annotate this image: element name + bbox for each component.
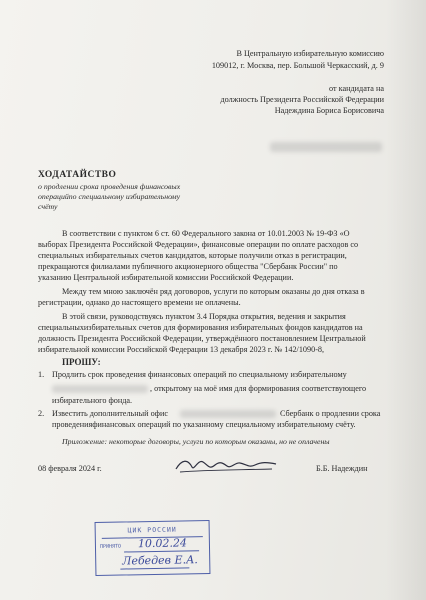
redacted-account <box>52 385 148 393</box>
addressee-address: 109012, г. Москва, пер. Большой Черкасский, д. 9 <box>211 61 384 70</box>
request-2-line-1b: Сбербанк о продлении срока <box>280 409 381 418</box>
paragraph-1-line-3: специальных избирательных счетов кандидатов, которые получили отказ в регистрации, <box>38 251 347 260</box>
request-2-number: 2. <box>38 409 45 418</box>
paragraph-2-line-2: регистрации, однако до настоящего времени не оплачены. <box>38 298 241 307</box>
paragraph-1-line-5: указанию Центральной избирательной комиссии Российской Федерации. <box>38 273 294 282</box>
stamp-date-line <box>124 550 199 552</box>
document-date: 08 февраля 2024 г. <box>38 464 102 473</box>
cec-stamp <box>95 520 211 576</box>
candidate-name: Надеждина Бориса Борисовича <box>274 106 384 115</box>
candidate-position: должность Президента Российской Федерации <box>220 95 384 104</box>
paragraph-3-line-1: В этой связи, руководствуясь пунктом 3.4 Порядка открытия, ведения и закрытия <box>62 312 346 321</box>
request-1-number: 1. <box>38 370 45 379</box>
redacted-header <box>270 142 382 152</box>
stamp-org: ЦИК РОССИИ <box>127 525 177 535</box>
signatory-name: Б.Б. Надеждин <box>316 464 368 473</box>
redacted-office <box>180 410 276 418</box>
subject-line-2: операцийпо специальному избирательному <box>38 192 181 201</box>
request-1-line-3: избирательного фонда. <box>52 396 133 405</box>
request-1-line-2: , открытому на моё имя для формирования соответствующего <box>150 384 367 393</box>
paragraph-1-line-1: В соответствии с пунктом 6 ст. 60 Федерального закона от 10.01.2003 № 19-ФЗ «О <box>62 229 350 238</box>
paragraph-3-line-3: должность Президента Российской Федерации, утверждённого постановлением Центральной <box>38 334 366 343</box>
stamp-person-line <box>120 567 189 569</box>
subject-line-3: счёту <box>38 202 58 211</box>
request-2-line-1a: Известить дополнительный офис <box>52 409 168 418</box>
paragraph-1-line-4: прекращаются филиалами публичного акционерного общества "Сбербанк России" по <box>38 262 338 271</box>
request-heading: ПРОШУ: <box>62 357 101 367</box>
from-line: от кандидата на <box>329 84 384 93</box>
page-shadow <box>386 0 426 600</box>
appendix-note: Приложение: некоторые договоры, услуги по которым оказаны, но не оплачены <box>62 437 330 446</box>
paragraph-3-line-4: избирательной комиссии Российской Федерации 13 декабря 2023 г. № 142/1090-8, <box>38 345 325 354</box>
request-1-line-1: Продлить срок проведения финансовых операций по специальному избирательному <box>52 370 347 379</box>
request-2-line-2: проведенияфинансовых операций по указанному специальному избирательному счёту. <box>52 420 356 429</box>
paragraph-1-line-2: выборах Президента Российской Федерации», финансовые операции по оплате расходов со <box>38 240 359 249</box>
subject-line-1: о продлении срока проведения финансовых <box>38 182 181 191</box>
paragraph-2-line-1: Между тем мною заключён ряд договоров, услуги по которым оказаны до дня отказа в <box>62 287 365 296</box>
paragraph-3-line-2: специальныхизбирательных счетов для формирования избирательных фондов кандидатов на <box>38 323 363 332</box>
signature <box>172 453 280 477</box>
stamp-accepted-label: ПРИНЯТО <box>99 543 122 550</box>
addressee-line: В Центральную избирательную комиссию <box>236 49 384 58</box>
stamp-date: 10.02.24 <box>137 536 188 551</box>
stamp-person: Лебедев Е.А. <box>122 553 198 568</box>
document-title: ХОДАТАЙСТВО <box>38 170 117 180</box>
